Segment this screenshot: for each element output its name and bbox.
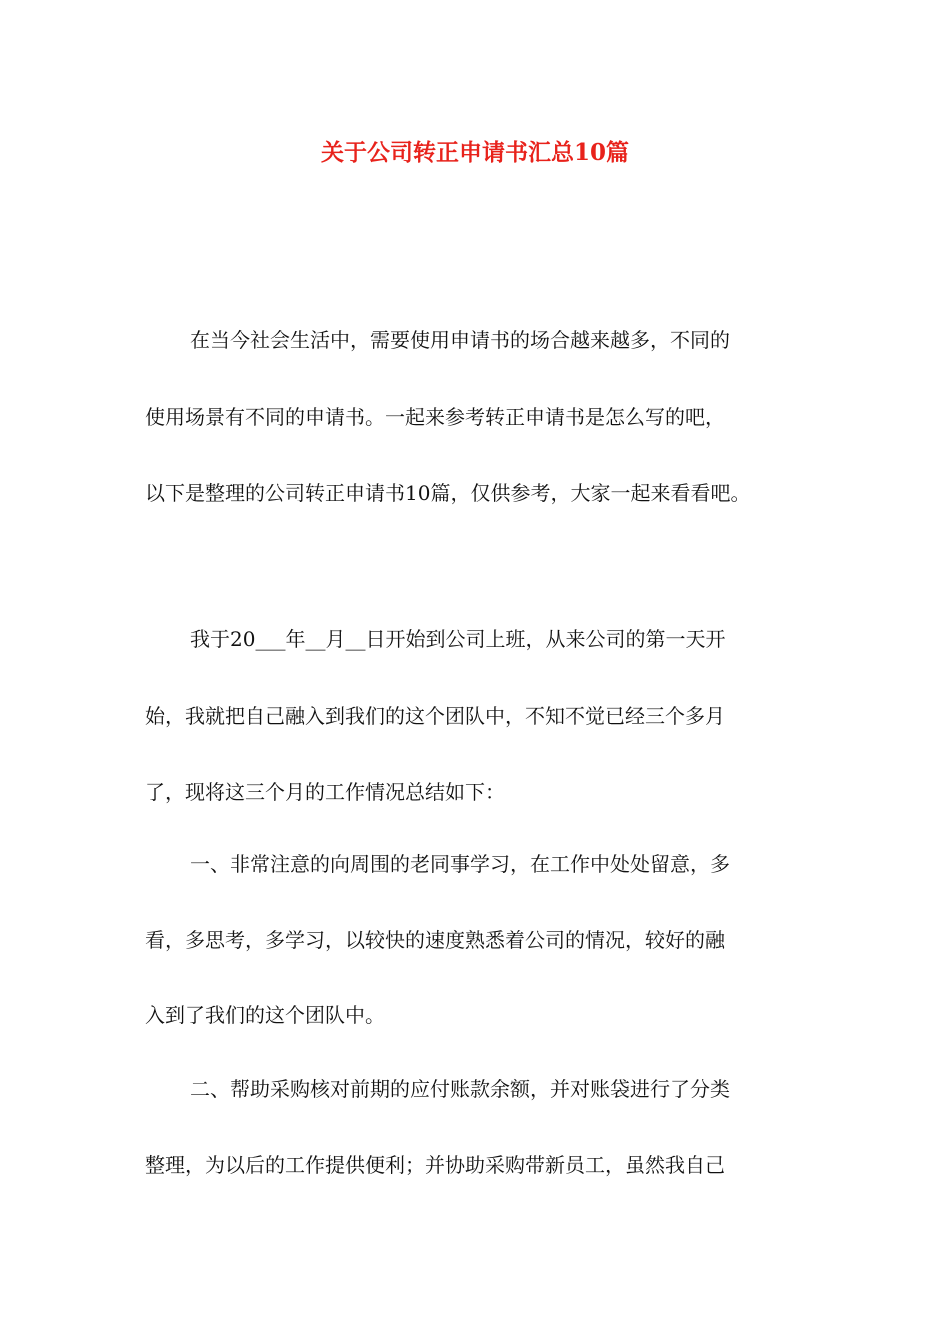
body-line-6: 入到了我们的这个团队中。 (145, 1003, 385, 1027)
document-title: 关于公司转正申请书汇总10篇 (320, 139, 629, 166)
body-line-3: 了，现将这三个月的工作情况总结如下： (145, 780, 505, 804)
intro-line-2: 使用场景有不同的申请书。一起来参考转正申请书是怎么写的吧， (145, 405, 725, 429)
intro-line-3: 以下是整理的公司转正申请书10篇，仅供参考，大家一起来看看吧。 (145, 481, 751, 505)
body-line-8: 整理，为以后的工作提供便利；并协助采购带新员工，虽然我自己 (145, 1153, 725, 1177)
body-line-5: 看，多思考，多学习，以较快的速度熟悉着公司的情况，较好的融 (145, 928, 725, 952)
body-line-1: 我于20___年__月__日开始到公司上班，从来公司的第一天开 (190, 627, 726, 651)
body-line-4: 一、非常注意的向周围的老同事学习，在工作中处处留意，多 (190, 852, 730, 876)
body-line-7: 二、帮助采购核对前期的应付账款余额，并对账袋进行了分类 (190, 1077, 730, 1101)
body-line-2: 始，我就把自己融入到我们的这个团队中，不知不觉已经三个多月 (145, 704, 725, 728)
intro-line-1: 在当今社会生活中，需要使用申请书的场合越来越多，不同的 (190, 328, 730, 352)
